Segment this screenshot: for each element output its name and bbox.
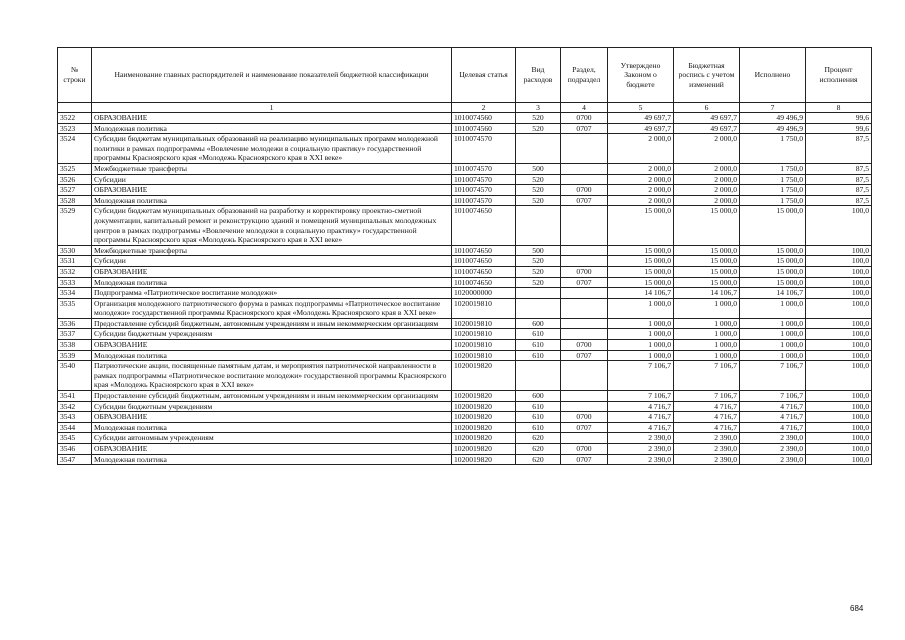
row-percent-cell: 87,5 bbox=[806, 134, 872, 164]
row-executed-cell: 1 000,0 bbox=[740, 340, 806, 351]
row-number-cell: 3525 bbox=[58, 163, 92, 174]
row-number-cell: 3535 bbox=[58, 298, 92, 318]
table-row bbox=[58, 256, 872, 267]
table-row bbox=[58, 401, 872, 412]
row-number-cell: 3530 bbox=[58, 245, 92, 256]
table-row bbox=[58, 454, 872, 465]
row-budget-list-cell: 14 106,7 bbox=[674, 288, 740, 299]
row-budget-list-cell: 4 716,7 bbox=[674, 401, 740, 412]
row-target-cell: 1020019820 bbox=[452, 361, 516, 391]
col-number: 2 bbox=[452, 103, 516, 113]
row-exp-type-cell: 520 bbox=[516, 266, 561, 277]
row-number-cell: 3541 bbox=[58, 391, 92, 402]
row-executed-cell: 14 106,7 bbox=[740, 288, 806, 299]
table-row bbox=[58, 134, 872, 164]
header-approved: Утверждено Законом о бюджете bbox=[608, 48, 674, 103]
row-approved-cell: 2 390,0 bbox=[608, 444, 674, 455]
row-exp-type-cell bbox=[516, 288, 561, 299]
row-percent-cell: 87,5 bbox=[806, 163, 872, 174]
row-section-cell bbox=[561, 433, 608, 444]
row-section-cell bbox=[561, 318, 608, 329]
row-percent-cell: 99,6 bbox=[806, 123, 872, 134]
row-executed-cell: 1 750,0 bbox=[740, 134, 806, 164]
budget-execution-table bbox=[57, 47, 872, 465]
row-approved-cell: 15 000,0 bbox=[608, 277, 674, 288]
row-target-cell: 1020019820 bbox=[452, 454, 516, 465]
row-name-cell: Субсидии bbox=[92, 256, 452, 267]
row-section-cell: 0700 bbox=[561, 113, 608, 124]
row-approved-cell: 14 106,7 bbox=[608, 288, 674, 299]
row-approved-cell: 7 106,7 bbox=[608, 361, 674, 391]
row-name-cell: Межбюджетные трансферты bbox=[92, 163, 452, 174]
row-target-cell: 1020019810 bbox=[452, 329, 516, 340]
row-executed-cell: 2 390,0 bbox=[740, 444, 806, 455]
row-target-cell: 1010074570 bbox=[452, 195, 516, 206]
row-exp-type-cell: 610 bbox=[516, 340, 561, 351]
row-target-cell: 1020019810 bbox=[452, 340, 516, 351]
row-executed-cell: 7 106,7 bbox=[740, 361, 806, 391]
col-number: 3 bbox=[516, 103, 561, 113]
row-percent-cell: 100,0 bbox=[806, 444, 872, 455]
row-budget-list-cell: 1 000,0 bbox=[674, 318, 740, 329]
table-row bbox=[58, 266, 872, 277]
col-number: 1 bbox=[92, 103, 452, 113]
table-row bbox=[58, 340, 872, 351]
row-budget-list-cell: 15 000,0 bbox=[674, 245, 740, 256]
row-exp-type-cell: 600 bbox=[516, 391, 561, 402]
row-name-cell: Патриотические акции, посвященные памятным датам, и мероприятия патриотической направленности в рамках подпрограммы «Патриотическое воспитание молодежи» государственной программы Красноярского края «Молодежь Красноярского края в XXI веке» bbox=[92, 361, 452, 391]
row-exp-type-cell bbox=[516, 134, 561, 164]
table-row bbox=[58, 318, 872, 329]
row-exp-type-cell: 520 bbox=[516, 195, 561, 206]
row-percent-cell: 100,0 bbox=[806, 277, 872, 288]
row-percent-cell: 100,0 bbox=[806, 433, 872, 444]
row-name-cell: Субсидии автономным учреждениям bbox=[92, 433, 452, 444]
table-row bbox=[58, 185, 872, 196]
table-row bbox=[58, 329, 872, 340]
row-approved-cell: 49 697,7 bbox=[608, 113, 674, 124]
row-name-cell: Субсидии бюджетам муниципальных образований на разработку и корректировку проектно-сметной документации, капитальный ремонт и реконструкцию зданий и помещений муниципальных молодежных центров в рамках подпрограммы «Вовлечение молодежи в социальную практику» государственной программы Красноярского края «Молодежь Красноярского края в XXI веке» bbox=[92, 206, 452, 245]
row-name-cell: Молодежная политика bbox=[92, 277, 452, 288]
row-approved-cell: 4 716,7 bbox=[608, 412, 674, 423]
row-name-cell: Субсидии bbox=[92, 174, 452, 185]
header-row-no: № строки bbox=[58, 48, 92, 103]
row-section-cell bbox=[561, 391, 608, 402]
row-percent-cell: 87,5 bbox=[806, 195, 872, 206]
row-budget-list-cell: 1 000,0 bbox=[674, 298, 740, 318]
row-approved-cell: 1 000,0 bbox=[608, 340, 674, 351]
table-row bbox=[58, 298, 872, 318]
row-exp-type-cell: 520 bbox=[516, 113, 561, 124]
row-executed-cell: 15 000,0 bbox=[740, 256, 806, 267]
row-section-cell bbox=[561, 288, 608, 299]
row-name-cell: ОБРАЗОВАНИЕ bbox=[92, 340, 452, 351]
row-budget-list-cell: 15 000,0 bbox=[674, 266, 740, 277]
row-exp-type-cell: 620 bbox=[516, 454, 561, 465]
row-approved-cell: 15 000,0 bbox=[608, 266, 674, 277]
row-percent-cell: 100,0 bbox=[806, 350, 872, 361]
row-executed-cell: 2 390,0 bbox=[740, 454, 806, 465]
table-row bbox=[58, 277, 872, 288]
col-number-empty bbox=[58, 103, 92, 113]
row-number-cell: 3522 bbox=[58, 113, 92, 124]
row-number-cell: 3523 bbox=[58, 123, 92, 134]
row-executed-cell: 1 000,0 bbox=[740, 298, 806, 318]
row-budget-list-cell: 2 390,0 bbox=[674, 444, 740, 455]
row-budget-list-cell: 1 000,0 bbox=[674, 329, 740, 340]
row-section-cell: 0707 bbox=[561, 277, 608, 288]
row-section-cell: 0707 bbox=[561, 195, 608, 206]
row-approved-cell: 2 000,0 bbox=[608, 195, 674, 206]
row-budget-list-cell: 2 390,0 bbox=[674, 454, 740, 465]
row-executed-cell: 1 750,0 bbox=[740, 185, 806, 196]
row-executed-cell: 15 000,0 bbox=[740, 277, 806, 288]
header-target: Целевая статья bbox=[452, 48, 516, 103]
row-target-cell: 1020019810 bbox=[452, 298, 516, 318]
row-number-cell: 3527 bbox=[58, 185, 92, 196]
row-exp-type-cell: 620 bbox=[516, 444, 561, 455]
row-target-cell: 1010074570 bbox=[452, 185, 516, 196]
row-percent-cell: 100,0 bbox=[806, 298, 872, 318]
row-target-cell: 1010074570 bbox=[452, 163, 516, 174]
row-executed-cell: 49 496,9 bbox=[740, 123, 806, 134]
row-number-cell: 3532 bbox=[58, 266, 92, 277]
row-budget-list-cell: 1 000,0 bbox=[674, 340, 740, 351]
row-percent-cell: 87,5 bbox=[806, 185, 872, 196]
table-row bbox=[58, 206, 872, 245]
table-header bbox=[58, 48, 872, 113]
row-budget-list-cell: 1 000,0 bbox=[674, 350, 740, 361]
row-number-cell: 3528 bbox=[58, 195, 92, 206]
row-target-cell: 1020019820 bbox=[452, 412, 516, 423]
row-number-cell: 3545 bbox=[58, 433, 92, 444]
row-executed-cell: 1 750,0 bbox=[740, 163, 806, 174]
table-row bbox=[58, 444, 872, 455]
row-percent-cell: 100,0 bbox=[806, 288, 872, 299]
row-number-cell: 3531 bbox=[58, 256, 92, 267]
row-approved-cell: 1 000,0 bbox=[608, 298, 674, 318]
row-name-cell: Молодежная политика bbox=[92, 123, 452, 134]
row-approved-cell: 15 000,0 bbox=[608, 206, 674, 245]
row-section-cell: 0700 bbox=[561, 444, 608, 455]
row-percent-cell: 100,0 bbox=[806, 318, 872, 329]
row-exp-type-cell: 520 bbox=[516, 174, 561, 185]
row-section-cell bbox=[561, 134, 608, 164]
row-number-cell: 3533 bbox=[58, 277, 92, 288]
row-executed-cell: 15 000,0 bbox=[740, 206, 806, 245]
header-percent: Процент исполнения bbox=[806, 48, 872, 103]
row-number-cell: 3547 bbox=[58, 454, 92, 465]
row-section-cell: 0707 bbox=[561, 422, 608, 433]
row-budget-list-cell: 49 697,7 bbox=[674, 123, 740, 134]
row-section-cell bbox=[561, 298, 608, 318]
row-exp-type-cell: 620 bbox=[516, 433, 561, 444]
row-number-cell: 3534 bbox=[58, 288, 92, 299]
header-budget-list: Бюджетная роспись с учетом изменений bbox=[674, 48, 740, 103]
row-section-cell: 0707 bbox=[561, 350, 608, 361]
row-percent-cell: 100,0 bbox=[806, 412, 872, 423]
row-percent-cell: 100,0 bbox=[806, 361, 872, 391]
row-target-cell: 1010074570 bbox=[452, 134, 516, 164]
row-section-cell: 0700 bbox=[561, 412, 608, 423]
row-target-cell: 1020000000 bbox=[452, 288, 516, 299]
row-budget-list-cell: 4 716,7 bbox=[674, 412, 740, 423]
row-exp-type-cell bbox=[516, 206, 561, 245]
table-body bbox=[58, 113, 872, 465]
row-approved-cell: 49 697,7 bbox=[608, 123, 674, 134]
row-percent-cell: 100,0 bbox=[806, 256, 872, 267]
row-budget-list-cell: 15 000,0 bbox=[674, 206, 740, 245]
row-section-cell bbox=[561, 163, 608, 174]
col-number: 4 bbox=[561, 103, 608, 113]
row-percent-cell: 87,5 bbox=[806, 174, 872, 185]
row-approved-cell: 1 000,0 bbox=[608, 329, 674, 340]
table-row bbox=[58, 288, 872, 299]
row-approved-cell: 4 716,7 bbox=[608, 401, 674, 412]
row-name-cell: Организация молодежного патриотического форума в рамках подпрограммы «Патриотическое воспитание молодежи» государственной программы Красноярского края «Молодежь Красноярского края в XXI веке» bbox=[92, 298, 452, 318]
row-budget-list-cell: 2 000,0 bbox=[674, 174, 740, 185]
row-number-cell: 3544 bbox=[58, 422, 92, 433]
row-approved-cell: 2 000,0 bbox=[608, 185, 674, 196]
table-row bbox=[58, 391, 872, 402]
row-approved-cell: 2 390,0 bbox=[608, 454, 674, 465]
row-name-cell: Предоставление субсидий бюджетным, автономным учреждениям и иным некоммерческим организациям bbox=[92, 318, 452, 329]
row-executed-cell: 15 000,0 bbox=[740, 266, 806, 277]
header-executed: Исполнено bbox=[740, 48, 806, 103]
row-exp-type-cell: 520 bbox=[516, 123, 561, 134]
row-section-cell bbox=[561, 361, 608, 391]
table-row bbox=[58, 245, 872, 256]
row-number-cell: 3546 bbox=[58, 444, 92, 455]
row-approved-cell: 1 000,0 bbox=[608, 318, 674, 329]
row-executed-cell: 1 000,0 bbox=[740, 318, 806, 329]
header-name: Наименование главных распорядителей и наименование показателей бюджетной классификации bbox=[92, 48, 452, 103]
row-executed-cell: 1 000,0 bbox=[740, 329, 806, 340]
row-target-cell: 1010074560 bbox=[452, 113, 516, 124]
row-approved-cell: 15 000,0 bbox=[608, 256, 674, 267]
row-name-cell: Субсидии бюджетным учреждениям bbox=[92, 401, 452, 412]
row-target-cell: 1010074650 bbox=[452, 277, 516, 288]
row-executed-cell: 1 750,0 bbox=[740, 174, 806, 185]
row-name-cell: ОБРАЗОВАНИЕ bbox=[92, 113, 452, 124]
row-budget-list-cell: 2 000,0 bbox=[674, 163, 740, 174]
row-section-cell bbox=[561, 256, 608, 267]
row-exp-type-cell: 520 bbox=[516, 256, 561, 267]
row-section-cell bbox=[561, 401, 608, 412]
table-row bbox=[58, 174, 872, 185]
row-target-cell: 1020019810 bbox=[452, 350, 516, 361]
row-name-cell: Субсидии бюджетам муниципальных образований на реализацию муниципальных программ молодежной политики в рамках подпрограммы «Вовлечение молодежи в социальную практику» государственной программы Красноярского края «Молодежь Красноярского края в XXI веке» bbox=[92, 134, 452, 164]
row-budget-list-cell: 4 716,7 bbox=[674, 422, 740, 433]
row-exp-type-cell: 520 bbox=[516, 277, 561, 288]
row-target-cell: 1010074650 bbox=[452, 206, 516, 245]
row-section-cell bbox=[561, 245, 608, 256]
row-section-cell: 0707 bbox=[561, 123, 608, 134]
row-executed-cell: 2 390,0 bbox=[740, 433, 806, 444]
row-name-cell: Молодежная политика bbox=[92, 195, 452, 206]
row-percent-cell: 100,0 bbox=[806, 206, 872, 245]
table-row bbox=[58, 350, 872, 361]
row-executed-cell: 1 750,0 bbox=[740, 195, 806, 206]
row-name-cell: Молодежная политика bbox=[92, 422, 452, 433]
row-number-cell: 3540 bbox=[58, 361, 92, 391]
row-target-cell: 1010074570 bbox=[452, 174, 516, 185]
row-exp-type-cell: 500 bbox=[516, 245, 561, 256]
row-budget-list-cell: 2 390,0 bbox=[674, 433, 740, 444]
row-name-cell: Субсидии бюджетным учреждениям bbox=[92, 329, 452, 340]
row-executed-cell: 15 000,0 bbox=[740, 245, 806, 256]
row-percent-cell: 100,0 bbox=[806, 422, 872, 433]
row-approved-cell: 2 000,0 bbox=[608, 163, 674, 174]
row-section-cell bbox=[561, 329, 608, 340]
row-approved-cell: 2 000,0 bbox=[608, 134, 674, 164]
row-section-cell: 0700 bbox=[561, 185, 608, 196]
page-number: 684 bbox=[850, 604, 864, 613]
row-name-cell: Межбюджетные трансферты bbox=[92, 245, 452, 256]
row-percent-cell: 100,0 bbox=[806, 245, 872, 256]
row-name-cell: Молодежная политика bbox=[92, 454, 452, 465]
row-exp-type-cell: 610 bbox=[516, 412, 561, 423]
row-percent-cell: 100,0 bbox=[806, 329, 872, 340]
row-target-cell: 1020019820 bbox=[452, 433, 516, 444]
row-name-cell: Предоставление субсидий бюджетным, автономным учреждениям и иным некоммерческим организациям bbox=[92, 391, 452, 402]
row-target-cell: 1020019820 bbox=[452, 444, 516, 455]
row-number-cell: 3539 bbox=[58, 350, 92, 361]
row-name-cell: ОБРАЗОВАНИЕ bbox=[92, 412, 452, 423]
row-target-cell: 1020019820 bbox=[452, 422, 516, 433]
table-row bbox=[58, 412, 872, 423]
col-number: 5 bbox=[608, 103, 674, 113]
row-number-cell: 3538 bbox=[58, 340, 92, 351]
row-number-cell: 3529 bbox=[58, 206, 92, 245]
row-percent-cell: 100,0 bbox=[806, 401, 872, 412]
row-approved-cell: 2 000,0 bbox=[608, 174, 674, 185]
col-number: 8 bbox=[806, 103, 872, 113]
row-budget-list-cell: 49 697,7 bbox=[674, 113, 740, 124]
row-target-cell: 1010074650 bbox=[452, 266, 516, 277]
row-approved-cell: 15 000,0 bbox=[608, 245, 674, 256]
row-budget-list-cell: 15 000,0 bbox=[674, 277, 740, 288]
row-target-cell: 1020019820 bbox=[452, 401, 516, 412]
row-target-cell: 1020019810 bbox=[452, 318, 516, 329]
row-section-cell: 0700 bbox=[561, 340, 608, 351]
row-exp-type-cell bbox=[516, 298, 561, 318]
row-exp-type-cell: 610 bbox=[516, 350, 561, 361]
row-exp-type-cell: 610 bbox=[516, 329, 561, 340]
row-approved-cell: 4 716,7 bbox=[608, 422, 674, 433]
row-exp-type-cell: 610 bbox=[516, 401, 561, 412]
row-name-cell: ОБРАЗОВАНИЕ bbox=[92, 444, 452, 455]
row-section-cell: 0707 bbox=[561, 454, 608, 465]
col-number: 7 bbox=[740, 103, 806, 113]
row-target-cell: 1010074560 bbox=[452, 123, 516, 134]
table-row bbox=[58, 113, 872, 124]
row-budget-list-cell: 7 106,7 bbox=[674, 361, 740, 391]
row-budget-list-cell: 7 106,7 bbox=[674, 391, 740, 402]
table-row bbox=[58, 422, 872, 433]
table-row bbox=[58, 361, 872, 391]
row-executed-cell: 4 716,7 bbox=[740, 401, 806, 412]
row-name-cell: ОБРАЗОВАНИЕ bbox=[92, 185, 452, 196]
row-approved-cell: 1 000,0 bbox=[608, 350, 674, 361]
row-approved-cell: 7 106,7 bbox=[608, 391, 674, 402]
header-exp-type: Вид расходов bbox=[516, 48, 561, 103]
row-number-cell: 3524 bbox=[58, 134, 92, 164]
row-budget-list-cell: 2 000,0 bbox=[674, 185, 740, 196]
row-budget-list-cell: 2 000,0 bbox=[674, 195, 740, 206]
table-row bbox=[58, 195, 872, 206]
row-section-cell bbox=[561, 174, 608, 185]
row-target-cell: 1020019820 bbox=[452, 391, 516, 402]
row-executed-cell: 7 106,7 bbox=[740, 391, 806, 402]
row-section-cell: 0700 bbox=[561, 266, 608, 277]
row-exp-type-cell: 610 bbox=[516, 422, 561, 433]
row-exp-type-cell bbox=[516, 361, 561, 391]
table-row bbox=[58, 433, 872, 444]
row-percent-cell: 99,6 bbox=[806, 113, 872, 124]
row-name-cell: Молодежная политика bbox=[92, 350, 452, 361]
table-row bbox=[58, 163, 872, 174]
row-section-cell bbox=[561, 206, 608, 245]
column-number-row bbox=[58, 103, 872, 113]
row-number-cell: 3537 bbox=[58, 329, 92, 340]
row-name-cell: ОБРАЗОВАНИЕ bbox=[92, 266, 452, 277]
row-executed-cell: 1 000,0 bbox=[740, 350, 806, 361]
row-percent-cell: 100,0 bbox=[806, 266, 872, 277]
header-section: Раздел, подраздел bbox=[561, 48, 608, 103]
table-row bbox=[58, 123, 872, 134]
row-exp-type-cell: 520 bbox=[516, 185, 561, 196]
row-approved-cell: 2 390,0 bbox=[608, 433, 674, 444]
row-exp-type-cell: 500 bbox=[516, 163, 561, 174]
row-percent-cell: 100,0 bbox=[806, 454, 872, 465]
row-number-cell: 3536 bbox=[58, 318, 92, 329]
col-number: 6 bbox=[674, 103, 740, 113]
row-name-cell: Подпрограмма «Патриотическое воспитание молодежи» bbox=[92, 288, 452, 299]
row-number-cell: 3542 bbox=[58, 401, 92, 412]
row-target-cell: 1010074650 bbox=[452, 256, 516, 267]
row-number-cell: 3526 bbox=[58, 174, 92, 185]
row-executed-cell: 49 496,9 bbox=[740, 113, 806, 124]
row-budget-list-cell: 15 000,0 bbox=[674, 256, 740, 267]
row-percent-cell: 100,0 bbox=[806, 391, 872, 402]
row-percent-cell: 100,0 bbox=[806, 340, 872, 351]
row-executed-cell: 4 716,7 bbox=[740, 422, 806, 433]
row-number-cell: 3543 bbox=[58, 412, 92, 423]
row-executed-cell: 4 716,7 bbox=[740, 412, 806, 423]
row-exp-type-cell: 600 bbox=[516, 318, 561, 329]
row-budget-list-cell: 2 000,0 bbox=[674, 134, 740, 164]
row-target-cell: 1010074650 bbox=[452, 245, 516, 256]
